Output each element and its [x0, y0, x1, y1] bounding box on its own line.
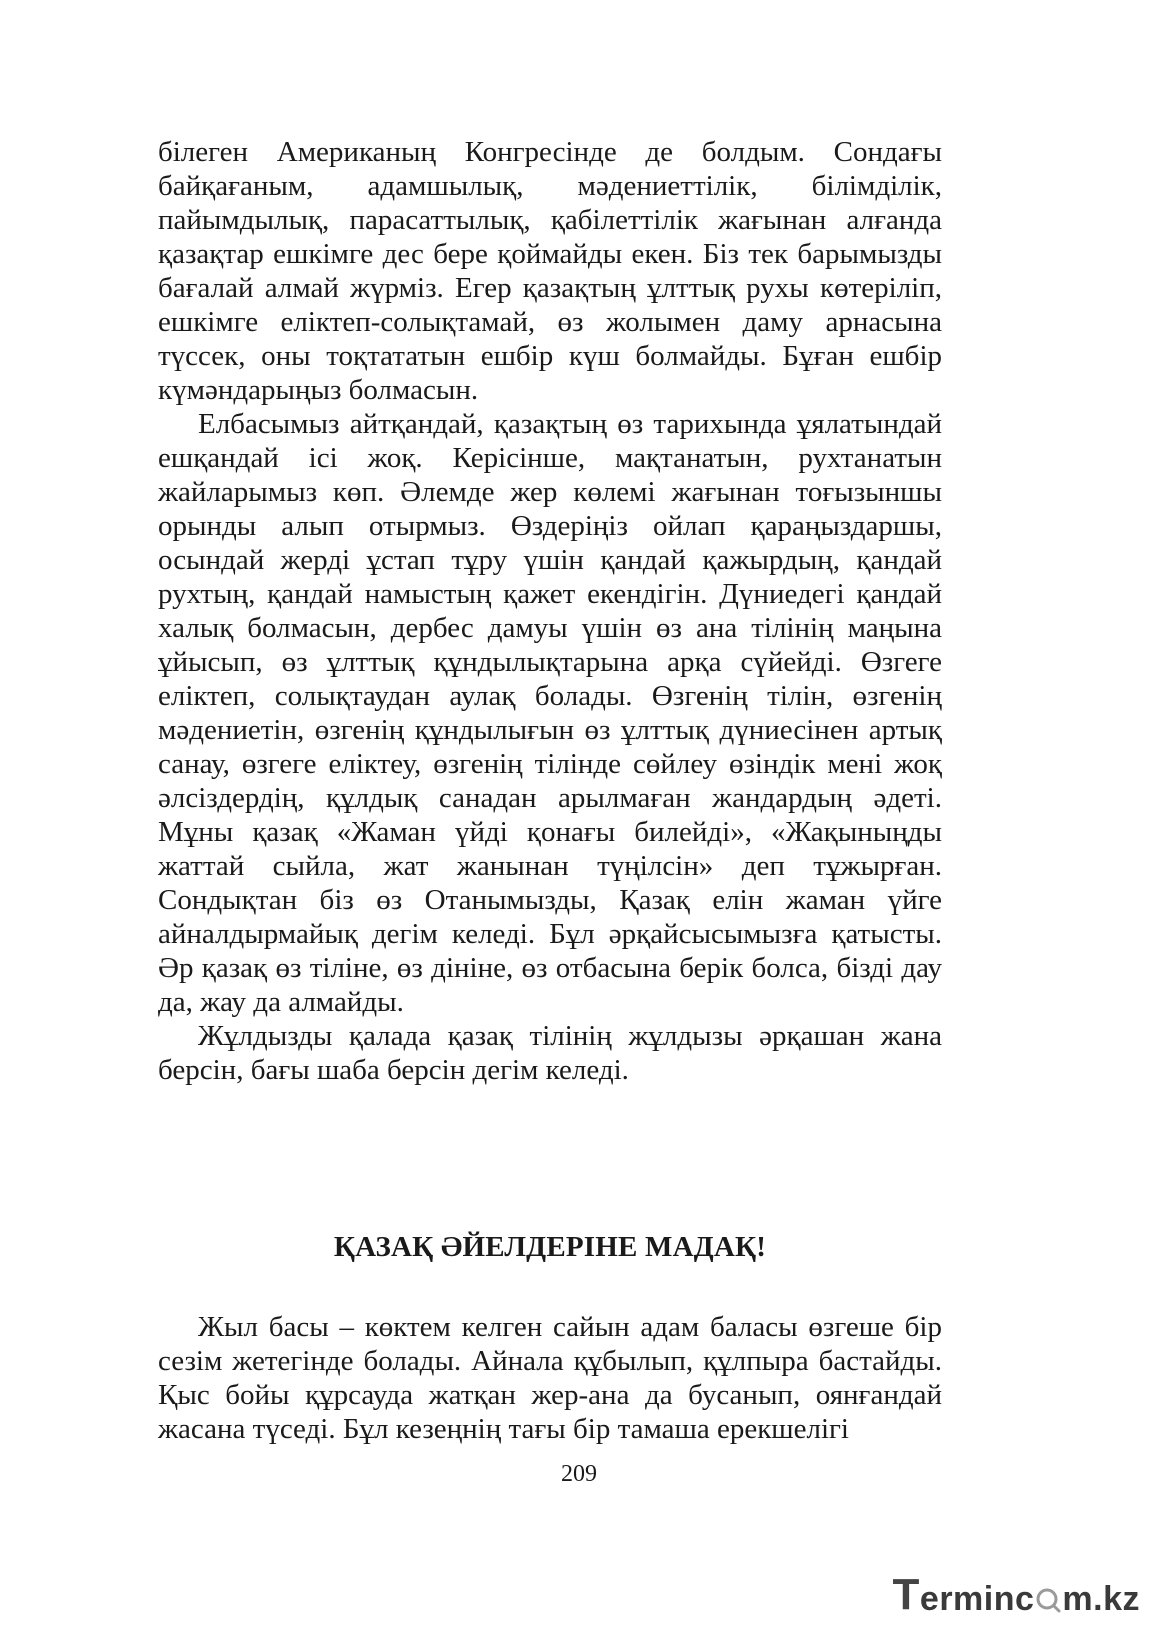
paragraph-2: Елбасымыз айтқандай, қазақтың өз тарихында ұялатындай ешқандай ісі жоқ. Керісінше, мақтанатын, рухтанатын жайларымыз көп. Әлемде жер көлемі жағынан тоғызыншы орынды алып отырмыз. Өздеріңіз ойлап қараңыздаршы, осындай жерді ұстап тұру үшін қандай қажырдың, қандай рухтың, қандай намыстың қажет екендігін. Дүниедегі қандай халық болмасын, дербес дамуы үшін өз ана тілінің маңына ұйысып, өз ұлттық құндылықтарына арқа сүйейді. Өзгеге еліктеп, солықтаудан аулақ болады. Өзгенің тілін, өзгенің мәдениетін, өзгенің құндылығын өз ұлттық дүниесінен артық санау, өзгеге еліктеу, өзгенің тілінде сөйлеу өзіндік мені жоқ әлсіздердің, құлдық санадан арылмаған жандардың әдеті. Мұны қазақ «Жаман үйді қонағы билейді», «Жақыныңды жаттай сыйла, жат жанынан түңілсін» деп тұжырған. Сондықтан біз өз Отанымызды, Қазақ елін жаман үйге айналдырмайық дегім келеді. Бұл әрқайсысымызға қатысты. Әр қазақ өз тіліне, өз дініне, өз отбасына берік болса, бізді дау да, жау да алмайды.	[158, 408, 942, 1018]
magnifier-icon	[1035, 1587, 1061, 1613]
paragraph-1: білеген Американың Конгресінде де болдым. Сондағы байқағаным, адамшылық, мәдениеттілік, білімділік, пайымдылық, парасаттылық, қабілеттілік жағынан алғанда қазақтар ешкімге дес бере қоймайды екен. Біз тек барымызды бағалай алмай жүрміз. Егер қазақтың ұлттық рухы көтеріліп, ешкімге еліктеп-солықтамай, өз жолымен даму арнасына түссек, оны тоқтататын ешбір күш болмайды. Бұған ешбір күмәндарыңыз болмасын.	[158, 136, 942, 406]
watermark-prefix: T	[892, 1570, 920, 1619]
paragraph-3: Жұлдызды қалада қазақ тілінің жұлдызы әрқашан жана берсін, бағы шаба берсін дегім келеді.	[158, 1020, 942, 1086]
watermark-middle: erminc	[919, 1580, 1035, 1618]
paragraph-4: Жыл басы – көктем келген сайын адам баласы өзгеше бір сезім жетегінде болады. Айнала құбылып, құлпыра бастайды. Қыс бойы құрсауда жатқан жер-ана да бусанып, оянғандай жасана түседі. Бұл кезеңнің тағы бір тамаша ерекшелігі	[158, 1311, 942, 1445]
terminco-watermark	[893, 1569, 1140, 1617]
page-number: 209	[561, 1461, 597, 1487]
section-heading: ҚАЗАҚ ӘЙЕЛДЕРІНЕ МАДАҚ!	[333, 1231, 767, 1263]
body-text-top	[158, 135, 942, 1087]
body-text-bottom	[158, 1310, 942, 1446]
watermark-suffix: m.kz	[1062, 1580, 1140, 1618]
